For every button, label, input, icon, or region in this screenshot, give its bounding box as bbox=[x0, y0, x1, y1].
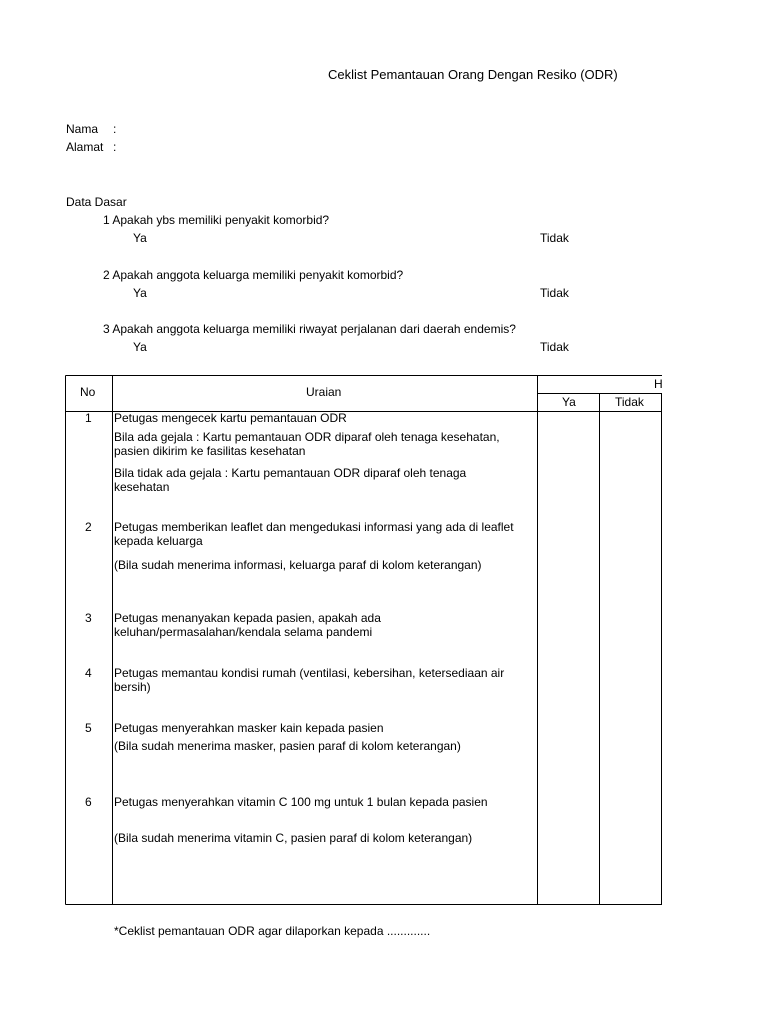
header-ya: Ya bbox=[562, 395, 576, 409]
row-6-line-2: (Bila sudah menerima vitamin C, pasien paraf di kolom keterangan) bbox=[114, 831, 473, 845]
data-dasar-label: Data Dasar bbox=[66, 195, 127, 209]
row-5-line-1: Petugas menyerahkan masker kain kepada pasien bbox=[114, 721, 384, 735]
header-group: H bbox=[654, 377, 663, 391]
question-3-no: Tidak bbox=[540, 340, 569, 354]
row-6-line-1: Petugas menyerahkan vitamin C 100 mg untuk 1 bulan kepada pasien bbox=[114, 795, 488, 809]
footnote: *Ceklist pemantauan ODR agar dilaporkan kepada ............. bbox=[114, 924, 431, 938]
row-2-line-1: Petugas memberikan leaflet dan mengedukasi informasi yang ada di leaflet kepada keluarga bbox=[114, 520, 514, 548]
alamat-label: Alamat bbox=[66, 140, 104, 154]
row-5-no: 5 bbox=[85, 721, 92, 735]
question-2-yes: Ya bbox=[133, 286, 147, 300]
row-4-line-1: Petugas memantau kondisi rumah (ventilasi, kebersihan, ketersediaan air bersih) bbox=[114, 666, 505, 694]
question-2-no: Tidak bbox=[540, 286, 569, 300]
row-1-no: 1 bbox=[85, 411, 92, 425]
page-title: Ceklist Pemantauan Orang Dengan Resiko (ODR) bbox=[328, 67, 618, 82]
row-1-line-2: Bila ada gejala : Kartu pemantauan ODR diparaf oleh tenaga kesehatan, pasien dikirim ke fasilitas kesehatan bbox=[114, 430, 500, 458]
row-2-no: 2 bbox=[85, 520, 92, 534]
row-6-no: 6 bbox=[85, 795, 92, 809]
row-1-line-1: Petugas mengecek kartu pemantauan ODR bbox=[114, 411, 347, 425]
question-1-no: Tidak bbox=[540, 231, 569, 245]
header-no: No bbox=[80, 385, 96, 399]
row-4-no: 4 bbox=[85, 666, 92, 680]
row-2-line-2: (Bila sudah menerima informasi, keluarga paraf di kolom keterangan) bbox=[114, 558, 482, 572]
nama-label: Nama bbox=[66, 122, 99, 136]
header-tidak: Tidak bbox=[615, 395, 644, 409]
row-3-line-1: Petugas menanyakan kepada pasien, apakah ada keluhan/permasalahan/kendala selama pandemi bbox=[114, 611, 381, 639]
row-3-no: 3 bbox=[85, 611, 92, 625]
question-1-yes: Ya bbox=[133, 231, 147, 245]
nama-colon: : bbox=[113, 122, 117, 136]
row-5-line-2: (Bila sudah menerima masker, pasien paraf di kolom keterangan) bbox=[114, 739, 461, 753]
question-3: 3 Apakah anggota keluarga memiliki riwayat perjalanan dari daerah endemis? bbox=[103, 322, 516, 336]
question-2: 2 Apakah anggota keluarga memiliki penyakit komorbid? bbox=[103, 268, 404, 282]
row-1-line-3: Bila tidak ada gejala : Kartu pemantauan ODR diparaf oleh tenaga kesehatan bbox=[114, 466, 467, 494]
question-3-yes: Ya bbox=[133, 340, 147, 354]
question-1: 1 Apakah ybs memiliki penyakit komorbid? bbox=[103, 213, 330, 227]
header-uraian: Uraian bbox=[306, 385, 342, 399]
alamat-colon: : bbox=[113, 140, 117, 154]
